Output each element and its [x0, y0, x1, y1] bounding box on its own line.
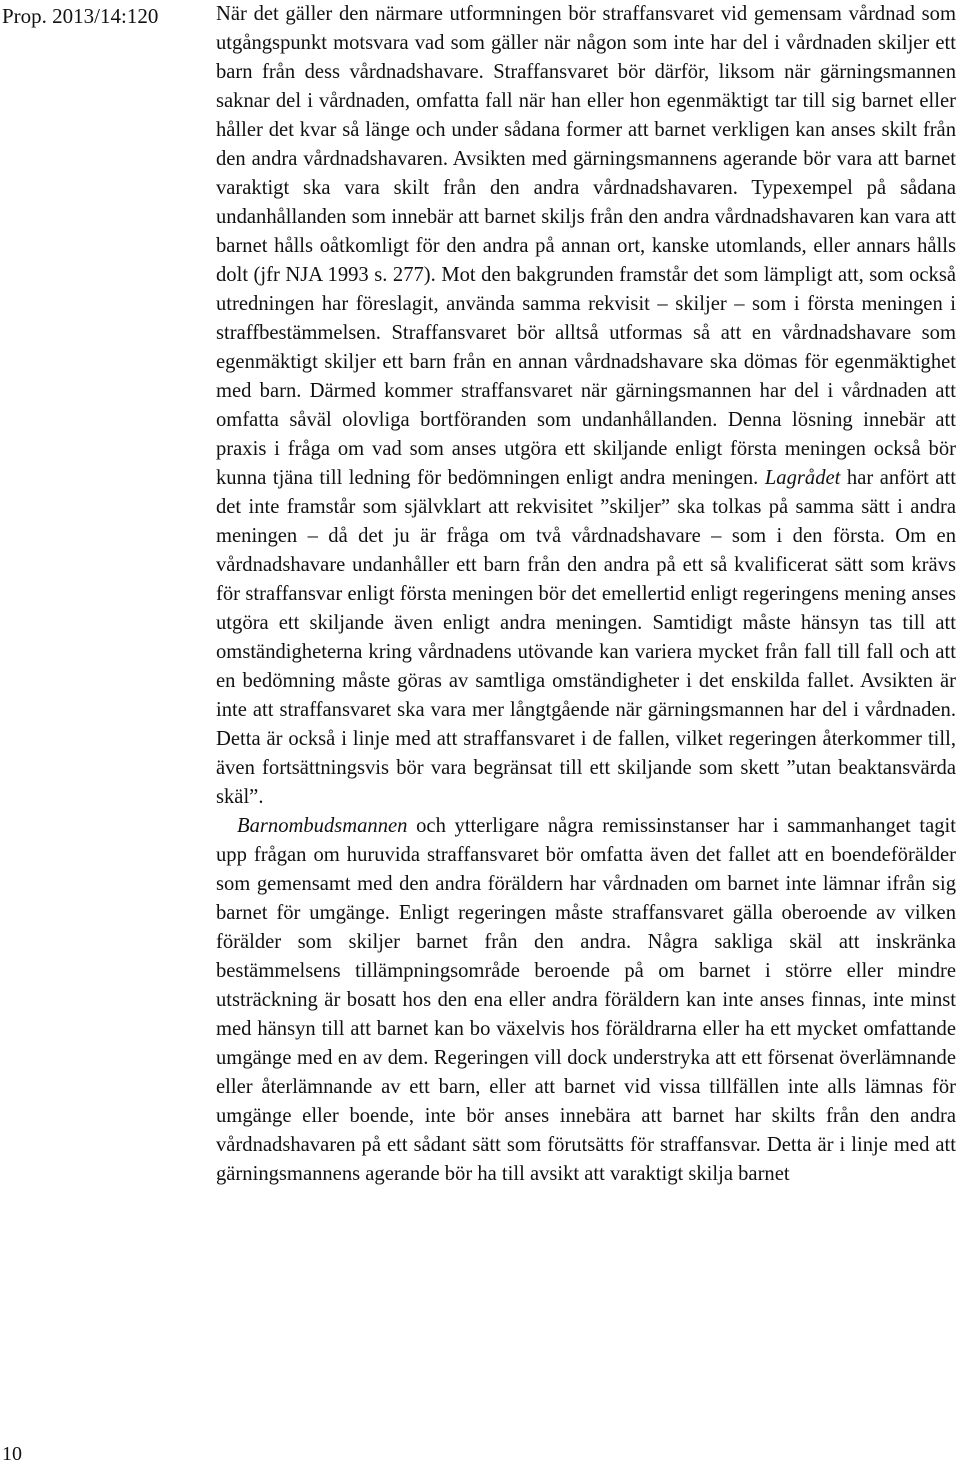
paragraph-1-emphasis: Lagrådet — [764, 467, 841, 489]
body-text — [216, 0, 956, 1189]
paragraph-1-text-b: har anfört att det inte framstår som självklart att rekvisitet ”skiljer” ska tolkas på samma sätt i andra meningen – då det ju är fråga om två vårdnadshavare – som i den första. Om en vårdnadshavare undanhåller ett barn från den andra på ett så kvalificerat sätt som krävs för straffansvar enligt första meningen bör det emellertid enligt regeringens mening anses utgöra ett skiljande även enligt andra meningen. Samtidigt måste hänsyn tas till att omständigheterna kring vårdnadens utövande kan variera mycket från fall till fall och att en bedömning måste göras av samtliga omständigheter i det enskilda fallet. Avsikten är inte att straffansvaret ska vara mer långtgående när gärningsmannen har del i vårdnaden. Detta är också i linje med att straffansvaret i de fallen, vilket regeringen återkommer till, även fortsättningsvis bör vara begränsat till ett skiljande som skett ”utan beaktansvärda skäl”. — [216, 467, 956, 808]
running-head: Prop. 2013/14:120 — [2, 4, 159, 28]
page-number: 10 — [2, 1443, 22, 1465]
paragraph-2-text: och ytterligare några remissinstanser har i sammanhanget tagit upp frågan om huruvida straffansvaret bör omfatta även det fallet att en boendeförälder som gemensamt med den andra föräldern har vårdnaden om barnet inte lämnar ifrån sig barnet för umgänge. Enligt regeringen måste straffansvaret gälla oberoende av vilken förälder som skiljer barnet från den andra. Några sakliga skäl att inskränka bestämmelsens tillämpningsområde beroende på om barnet i större eller mindre utsträckning är bosatt hos den ena eller andra föräldern kan inte anses finnas, inte minst med hänsyn till att barnet kan bo växelvis hos föräldrarna eller ha ett mycket omfattande umgänge med en av dem. Regeringen vill dock understryka att ett försenat överlämnande eller återlämnande av ett barn, eller att barnet vid vissa tillfällen inte alls lämnas för umgänge eller boende, inte bör anses innebära att barnet har skilts från den andra vårdnadshavaren på ett sådant sätt som förutsätts för straffansvar. Detta är i linje med att gärningsmannens agerande bör ha till avsikt att varaktigt skilja barnet — [216, 815, 956, 1185]
paragraph-2-emphasis: Barnombudsmannen — [237, 815, 408, 837]
paragraph-1 — [216, 0, 956, 812]
paragraph-2 — [216, 812, 956, 1189]
paragraph-1-text-a: När det gäller den närmare utformningen bör straffansvaret vid gemensam vårdnad som utgångspunkt motsvara vad som gäller när någon som inte har del i vårdnaden skiljer ett barn från dess vårdnadshavare. Straffansvaret bör därför, liksom när gärningsmannen saknar del i vårdnaden, omfatta fall när han eller hon egenmäktigt tar till sig barnet eller håller det kvar så länge och under sådana former att barnet verkligen kan anses skilt från den andra vårdnadshavaren. Avsikten med gärningsmannens agerande bör vara att barnet varaktigt ska vara skilt från den andra vårdnadshavaren. Typexempel på sådana undanhållanden som innebär att barnet skiljs från den andra vårdnadshavaren kan vara att barnet hålls oåtkomligt för den andra på annan ort, kanske utomlands, eller annars hålls dolt (jfr NJA 1993 s. 277). Mot den bakgrunden framstår det som lämpligt att, som också utredningen har föreslagit, använda samma rekvisit – skiljer – som i första meningen i straffbestämmelsen. Straffansvaret bör alltså utformas så att en vårdnadshavare som egenmäktigt skiljer ett barn från en annan vårdnadshavare ska dömas för egenmäktighet med barn. Därmed kommer straffansvaret när gärningsmannen har del i vårdnaden att omfatta såväl olovliga bortföranden som undanhållanden. Denna lösning innebär att praxis i fråga om vad som anses utgöra ett skiljande enligt första meningen också bör kunna tjäna till ledning för bedömningen enligt andra meningen. — [216, 3, 956, 489]
